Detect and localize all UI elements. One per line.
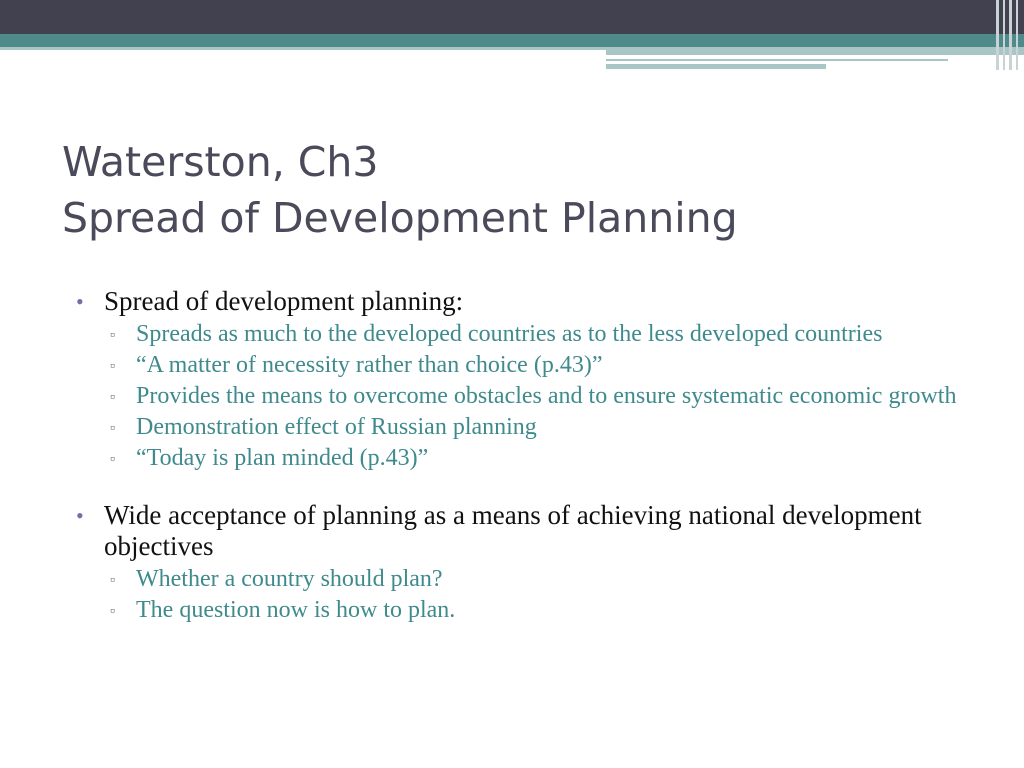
square-bullet-icon: ▫ <box>110 421 115 436</box>
bullet-item <box>72 500 972 562</box>
bullet-dot-icon: • <box>76 289 84 314</box>
sub-bullet-text: Demonstration effect of Russian planning <box>136 414 537 440</box>
header-band-dark <box>0 0 1024 34</box>
sub-bullet-item <box>72 597 972 624</box>
sub-bullet-text: The question now is how to plan. <box>136 597 456 623</box>
sub-bullet-text: Spreads as much to the developed countries as to the less developed countries <box>136 321 883 347</box>
header-vertical-bars <box>994 0 1024 70</box>
bullet-text: Wide acceptance of planning as a means of achieving national development objectives <box>104 500 922 561</box>
sub-bullet-text: Whether a country should plan? <box>136 566 443 592</box>
sub-bullet-item <box>72 445 972 472</box>
slide-title-line2: Spread of Development Planning <box>62 194 738 242</box>
header-line <box>606 59 948 61</box>
slide-content <box>72 286 972 624</box>
square-bullet-icon: ▫ <box>110 604 115 619</box>
header-band-light <box>0 47 606 50</box>
slide-title <box>62 134 738 246</box>
spacer <box>72 472 972 500</box>
header-band-teal <box>0 34 1024 47</box>
square-bullet-icon: ▫ <box>110 573 115 588</box>
square-bullet-icon: ▫ <box>110 452 115 467</box>
square-bullet-icon: ▫ <box>110 328 115 343</box>
sub-bullet-item <box>72 566 972 593</box>
header-line <box>606 64 826 69</box>
bullet-text: Spread of development planning: <box>104 286 464 316</box>
bullet-dot-icon: • <box>76 503 84 528</box>
sub-bullet-item <box>72 352 972 379</box>
sub-bullet-text: “A matter of necessity rather than choice (p.43)” <box>136 352 603 378</box>
sub-bullet-item <box>72 414 972 441</box>
sub-bullet-item <box>72 383 972 410</box>
slide-title-line1: Waterston, Ch3 <box>62 138 379 186</box>
sub-bullet-text: Provides the means to overcome obstacles and to ensure systematic economic growth <box>136 383 957 409</box>
sub-bullet-text: “Today is plan minded (p.43)” <box>136 445 429 471</box>
sub-bullet-item <box>72 321 972 348</box>
bullet-item <box>72 286 972 317</box>
square-bullet-icon: ▫ <box>110 390 115 405</box>
header-band-step <box>606 47 1024 55</box>
square-bullet-icon: ▫ <box>110 359 115 374</box>
